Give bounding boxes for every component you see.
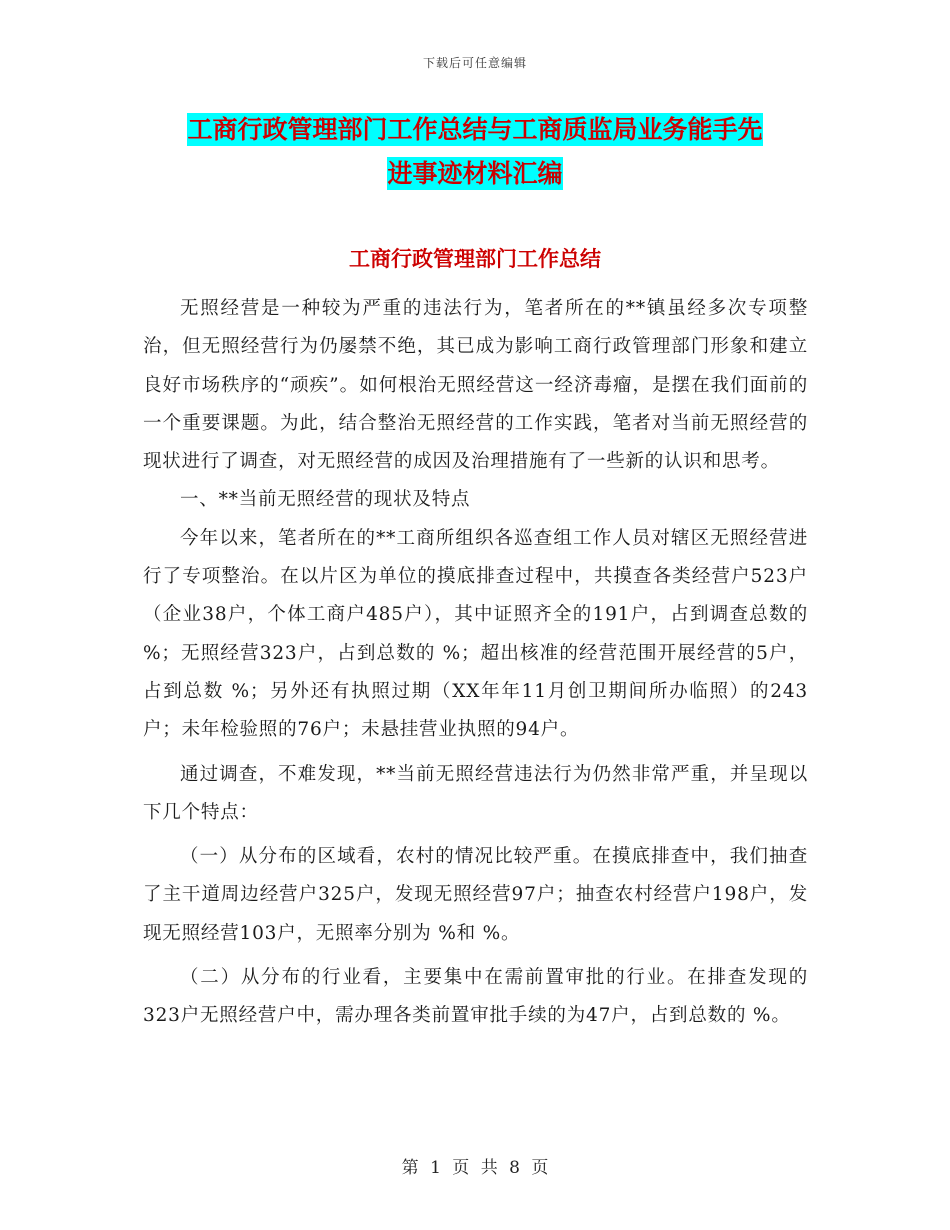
document-body <box>143 290 808 1036</box>
section-title: 工商行政管理部门工作总结 <box>349 246 601 271</box>
paragraph-findings: 通过调查，不难发现，**当前无照经营违法行为仍然非常严重，并呈现以下几个特点： <box>143 763 808 823</box>
document-title-text-1: 工商行政管理部门工作总结与工商质监局业务能手先 <box>187 115 763 144</box>
document-title-line-1 <box>143 108 807 152</box>
paragraph-point-1: （一）从分布的区域看，农村的情况比较严重。在摸底排查中，我们抽查了主干道周边经营户325户，发现无照经营97户；抽查农村经营户198户，发现无照经营103户，无照率分别为 %和 %。 <box>143 846 808 944</box>
paragraph-intro: 无照经营是一种较为严重的违法行为，笔者所在的**镇虽经多次专项整治，但无照经营行为仍屡禁不绝，其已成为影响工商行政管理部门形象和建立良好市场秩序的“顽疾”。如何根治无照经营这一经济毒瘤，是摆在我们面前的一个重要课题。为此，结合整治无照经营的工作实践，笔者对当前无照经营的现状进行了调查，对无照经营的成因及治理措施有了一些新的认识和思考。 <box>143 298 808 473</box>
page-footer: 第 1 页 共 8 页 <box>401 1158 549 1178</box>
paragraph-heading-1: 一、**当前无照经营的现状及特点 <box>180 489 471 511</box>
document-title-text-2: 进事迹材料汇编 <box>387 159 563 188</box>
document-title-line-2 <box>143 152 807 196</box>
paragraph-point-2: （二）从分布的行业看，主要集中在需前置审批的行业。在排查发现的323户无照经营户中，需办理各类前置审批手续的为47户，占到总数的 %。 <box>143 967 808 1027</box>
paragraph-survey: 今年以来，笔者所在的**工商所组织各巡查组工作人员对辖区无照经营进行了专项整治。在以片区为单位的摸底排查过程中，共摸查各类经营户523户（企业38户，个体工商户485户），其中证照齐全的191户，占到调查总数的 %；无照经营323户，占到总数的 %；超出核准的经营范围开展经营的5户，占到总数 %；另外还有执照过期（XX年年11月创卫期间所办临照）的243户；未年检验照的76户；未悬挂营业执照的94户。 <box>143 527 808 741</box>
header-note: 下载后可任意编辑 <box>422 56 527 70</box>
